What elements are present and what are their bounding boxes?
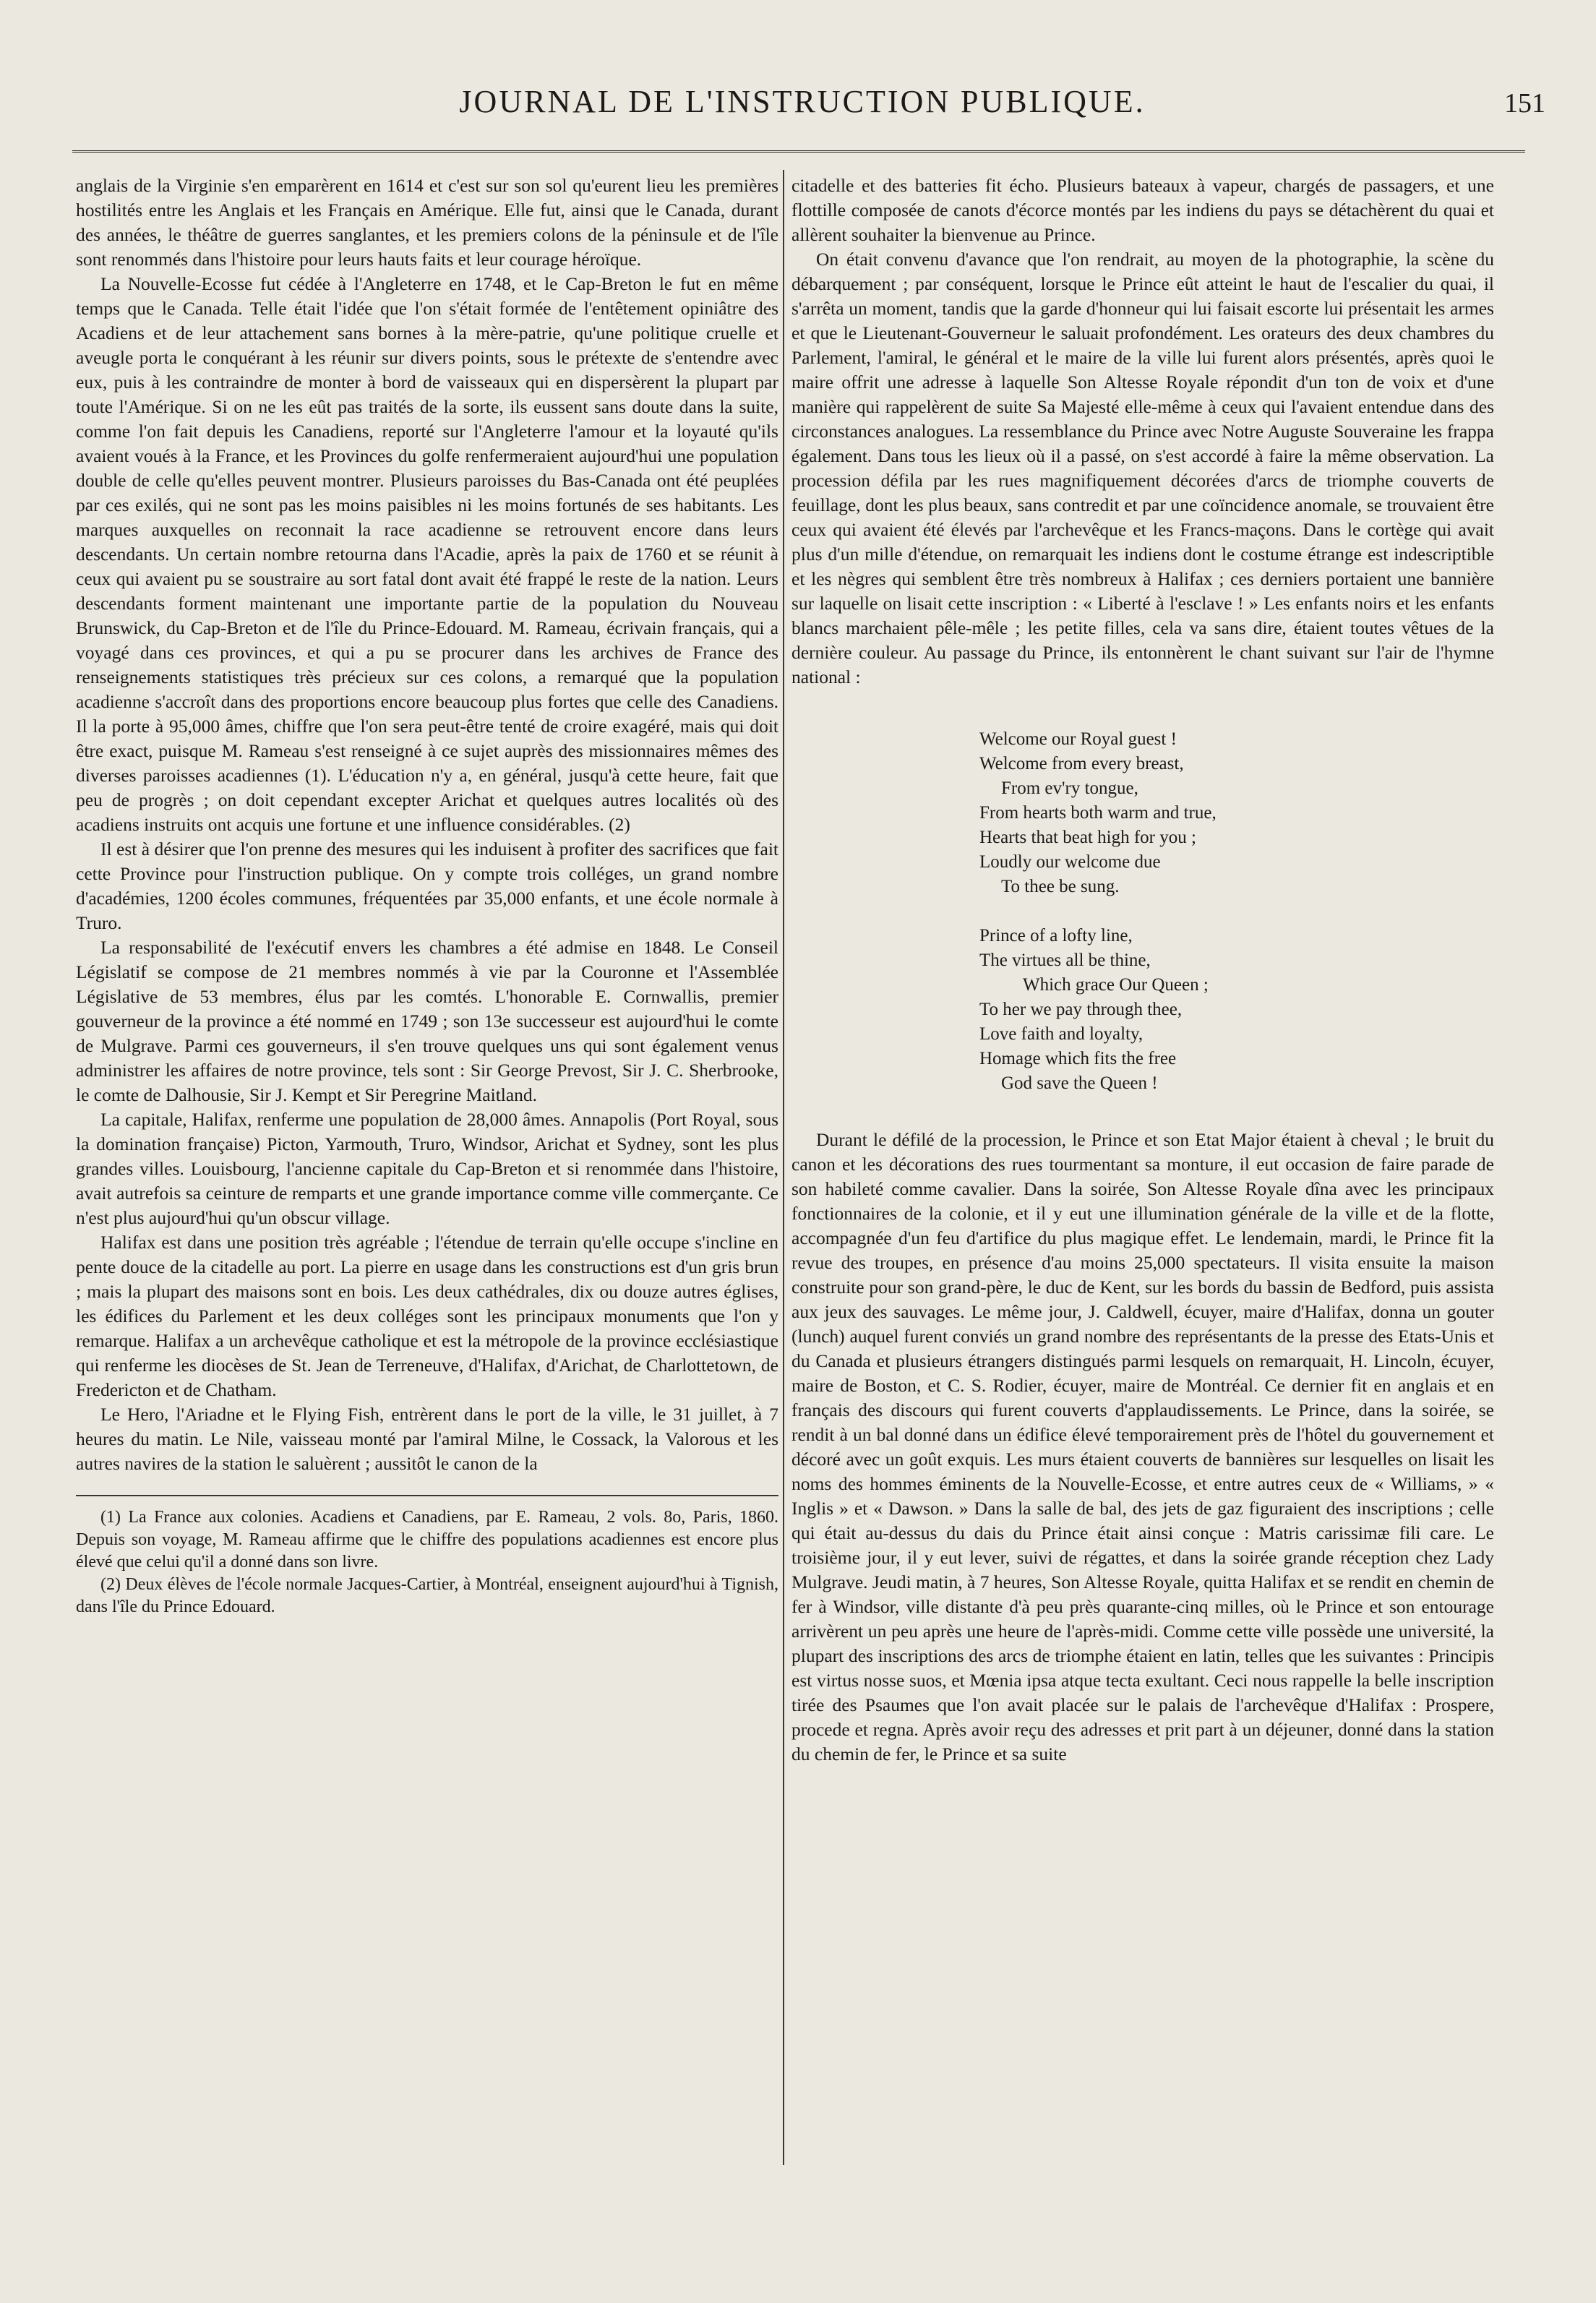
poem-line: Loudly our welcome due xyxy=(979,852,1161,872)
footnotes-rule xyxy=(76,1495,778,1496)
running-head xyxy=(0,76,1596,119)
header-rule xyxy=(72,150,1525,153)
paragraph: Halifax est dans une position très agréable ; l'étendue de terrain qu'elle occupe s'incline en pente douce de la citadelle au port. La pierre en usage dans les constructions est d'un gris brun ; mais la plupart des maisons sont en bois. Les deux cathédrales, dix ou douze autres églises, les édifices du Parlement et les deux colléges sont les principaux monuments que l'on y remarque. Halifax a un archevêque catholique et est la métropole de la province ecclésiastique qui renferme les diocèses de St. Jean de Terreneuve, d'Halifax, d'Arichat, de Charlottetown, de Fredericton et de Chatham. xyxy=(76,1232,778,1400)
poem-stanza xyxy=(979,924,1494,1096)
poem-line: Welcome from every breast, xyxy=(979,754,1184,773)
poem-line: God save the Queen ! xyxy=(1001,1073,1158,1093)
poem-line: From ev'ry tongue, xyxy=(1001,779,1138,798)
paragraph: Il est à désirer que l'on prenne des mesures qui les induisent à profiter des sacrifices que fait cette Province pour l'instruction publique. On y compte trois colléges, un grand nombre d'académies, 1200 écoles communes, fréquentées par 35,000 enfants, et une école normale à Truro. xyxy=(76,839,778,933)
poem-line: Prince of a lofty line, xyxy=(979,926,1133,945)
page-number: 151 xyxy=(1504,88,1545,119)
anthem-poem xyxy=(979,727,1494,1096)
poem-line: From hearts both warm and true, xyxy=(979,803,1217,823)
footnote: (2) Deux élèves de l'école normale Jacques-Cartier, à Montréal, enseignent aujourd'hui à Tignish, dans l'île du Prince Edouard. xyxy=(76,1575,778,1616)
paragraph: anglais de la Virginie s'en emparèrent en 1614 et c'est sur son sol qu'eurent lieu les premières hostilités entre les Anglais et les Français en Amérique. Elle fut, ainsi que le Canada, durant des années, le théâtre de guerres sanglantes, et les premiers colons de la péninsule et de l'île sont renommés dans l'histoire pour leurs hauts faits et leur courage héroïque. xyxy=(76,175,778,270)
paragraph: La capitale, Halifax, renferme une population de 28,000 âmes. Annapolis (Port Royal, sous la domination française) Picton, Yarmouth, Truro, Windsor, Arichat et Sydney, sont les plus grandes villes. Louisbourg, l'ancienne capitale du Cap-Breton et si renommée dans l'histoire, avait autrefois sa ceinture de remparts et une grande importance comme ville commerçante. Ce n'est plus aujourd'hui qu'un obscur village. xyxy=(76,1109,778,1228)
paragraph: La responsabilité de l'exécutif envers les chambres a été admise en 1848. Le Conseil Législatif se compose de 21 membres nommés à vie par la Couronne et l'Assemblée Législative de 53 membres, élus par les comtés. L'honorable E. Cornwallis, premier gouverneur de la province a été nommé en 1749 ; son 13e successeur est aujourd'hui le comte de Mulgrave. Parmi ces gouverneurs, il s'en trouve quelques uns qui sont également venus administrer les affaires de notre province, tels sont : Sir George Prevost, Sir J. C. Sherbrooke, le comte de Dalhousie, Sir J. Kempt et Sir Peregrine Maitland. xyxy=(76,937,778,1105)
journal-title: JOURNAL DE L'INSTRUCTION PUBLIQUE. xyxy=(459,84,1146,119)
right-column xyxy=(791,173,1494,1767)
poem-stanza xyxy=(979,727,1494,899)
poem-line: The virtues all be thine, xyxy=(979,951,1151,970)
paragraph: La Nouvelle-Ecosse fut cédée à l'Angleterre en 1748, et le Cap-Breton le fut en même temps que le Canada. Telle était l'idée que l'on s'était formée de l'entêtement opiniâtre des Acadiens et de leur attachement sans bornes à la mère-patrie, qu'une politique cruelle et aveugle porta le conquérant à les réunir sur divers points, sous le prétexte de s'entendre avec eux, puis à les contraindre de monter à bord de vaisseaux qui en dispersèrent la plupart par toute l'Amérique. Si on ne les eût pas traités de la sorte, ils eussent sans doute dans la suite, comme l'on fait depuis les Canadiens, reporté sur l'Angleterre l'amour et la loyauté qu'ils avaient voués à la France, et les Provinces du golfe renfermeraient aujourd'hui une population double de celle qu'elles peuvent montrer. Plusieurs paroisses du Bas-Canada ont été peuplées par ces exilés, qui ne sont pas les moins paisibles ni les moins fortunés de ses habitants. Les marques auxquelles on reconnait la race acadienne se retrouvent encore dans leurs descendants. Un certain nombre retourna dans l'Acadie, après la paix de 1760 et se réunit à ceux qui avaient pu se soustraire au sort fatal dont avait été frappé le reste de la nation. Leurs descendants forment maintenant une importante partie de la population du Nouveau Brunswick, du Cap-Breton et de l'île du Prince-Edouard. M. Rameau, écrivain français, qui a voyagé dans ces provinces, et qui a pu se procurer dans les archives de France des renseignements statistiques très précieux sur ces colons, a remarqué que la population acadienne s'accroît dans des proportions encore beaucoup plus fortes que celle des Canadiens. Il la porte à 95,000 âmes, chiffre que l'on sera peut-être tenté de croire exagéré, mais qui doit être exact, puisque M. Rameau s'est renseigné à ce sujet auprès des missionnaires mêmes des diverses paroisses acadiennes (1). L'éducation n'y a, en général, jusqu'à cette heure, fait que peu de progrès ; on doit cependant excepter Arichat et quelques autres localités où des acadiens instruits ont acquis une fortune et une influence considérables. (2) xyxy=(76,273,778,835)
paragraph: Durant le défilé de la procession, le Prince et son Etat Major étaient à cheval ; le bruit du canon et les décorations des rues tourmentant sa monture, il eut occasion de faire parade de son habileté comme cavalier. Dans la soirée, Son Altesse Royale dîna avec les principaux fonctionnaires de la colonie, et il y eut une illumination générale de la ville et de la flotte, accompagnée d'un feu d'artifice du plus magique effet. Le lendemain, mardi, le Prince fit la revue des troupes, en présence d'au moins 25,000 spectateurs. Il visita ensuite la maison construite pour son grand-père, le duc de Kent, sur les bords du bassin de Bedford, puis assista aux jeux des sauvages. Le même jour, J. Caldwell, écuyer, maire d'Halifax, donna un gouter (lunch) auquel furent conviés un grand nombre des représentants de la presse des Etats-Unis et du Canada et plusieurs étrangers distingués parmi lesquels on remarquait, H. Lincoln, écuyer, maire de Boston, et C. S. Rodier, écuyer, maire de Montréal. Ce dernier fit en anglais et en français des discours qui furent couverts d'applaudissements. Le Prince, dans la soirée, se rendit à un bal donné dans un édifice élevé temporairement près de l'hôtel du gouvernement et décoré avec un goût exquis. Les murs étaient couverts de bannières sur lesquelles on lisait les noms des hommes éminents de la Nouvelle-Ecosse, et entre autres ceux de « Williams, » « Inglis » et « Dawson. » Dans la salle de bal, des jets de gaz figuraient des inscriptions ; celle qui était au-dessus du dais du Prince était ainsi conçue : Matris carissimæ fili care. Le troisième jour, il y eut lever, suivi de régattes, et dans la soirée grande réception chez Lady Mulgrave. Jeudi matin, à 7 heures, Son Altesse Royale, quitta Halifax et se rendit en chemin de fer à Windsor, ville distante d'à peu près quarante-cinq milles, où le Prince et son entourage arrivèrent un peu après une heure de l'après-midi. Comme cette ville possède une université, la plupart des inscriptions des arcs de triomphe étaient en latin, telles que les suivantes : Principis est virtus nosse suos, et Mœnia ipsa atque tecta exultant. Ceci nous rappelle la belle inscription tirée des Psaumes que l'on avait placée sur le palais de l'archevêque d'Halifax : Prospere, procede et regna. Après avoir reçu des adresses et prit part à un déjeuner, donné dans la station du chemin de fer, le Prince et sa suite xyxy=(791,1129,1494,1764)
left-column xyxy=(76,173,778,1618)
poem-line: To her we pay through thee, xyxy=(979,1000,1183,1019)
poem-line: Love faith and loyalty, xyxy=(979,1024,1144,1044)
poem-line: Welcome our Royal guest ! xyxy=(979,729,1177,749)
paragraph: citadelle et des batteries fit écho. Plusieurs bateaux à vapeur, chargés de passagers, et une flottille composée de canots d'écorce montés par les indiens du pays se détachèrent du quai et allèrent souhaiter la bienvenue au Prince. xyxy=(791,175,1494,245)
poem-line: Hearts that beat high for you ; xyxy=(979,828,1196,847)
paragraph: On était convenu d'avance que l'on rendrait, au moyen de la photographie, la scène du débarquement ; par conséquent, lorsque le Prince eût atteint le haut de l'escalier du quai, il s'arrêta un moment, tandis que la garde d'honneur qui lui faisait escorte lui présentait les armes et que le Lieutenant-Gouverneur le saluait profondément. Les orateurs des deux chambres du Parlement, l'amiral, le général et le maire de la ville lui furent alors présentés, après quoi le maire offrit une adresse à laquelle Son Altesse Royale répondit d'un ton de voix et d'une manière qui rappelèrent de suite Sa Majesté elle-même à ceux qui l'avaient entendue dans des circonstances analogues. La ressemblance du Prince avec Notre Auguste Souveraine les frappa également. Dans tous les lieux où il a passé, on s'est accordé à faire la même observation. La procession défila par les rues magnifiquement décorées d'arcs de triomphe couverts de feuillage, dont les plus beaux, sans contredit et par une coïncidence anomale, se trouvaient être ceux qui avaient été élevés par l'archevêque et les Francs-maçons. Dans le cortège qui avait plus d'un mille d'étendue, on remarquait les indiens dont le costume étrange est indescriptible et les nègres qui semblent être très nombreux à Halifax ; ces derniers portaient une bannière sur laquelle on lisait cette inscription : « Liberté à l'esclave ! » Les enfants noirs et les enfants blancs marchaient pêle-mêle ; les petite filles, cela va sans dire, étaient toutes vêtues de la dernière couleur. Au passage du Prince, ils entonnèrent le chant suivant sur l'air de l'hymne national : xyxy=(791,249,1494,687)
column-rule xyxy=(783,170,784,2165)
poem-line: Homage which fits the free xyxy=(979,1049,1177,1068)
paragraph: Le Hero, l'Ariadne et le Flying Fish, entrèrent dans le port de la ville, le 31 juillet, à 7 heures du matin. Le Nile, vaisseau monté par l'amiral Milne, le Cossack, la Valorous et les autres navires de la station le saluèrent ; aussitôt le canon de la xyxy=(76,1404,778,1474)
poem-line: To thee be sung. xyxy=(1001,877,1120,896)
poem-line: Which grace Our Queen ; xyxy=(1023,975,1209,995)
footnote: (1) La France aux colonies. Acadiens et Canadiens, par E. Rameau, 2 vols. 8o, Paris, 1860. Depuis son voyage, M. Rameau affirme que le chiffre des populations acadiennes est encore plus élevé que celui qu'il a donné dans son livre. xyxy=(76,1508,778,1571)
